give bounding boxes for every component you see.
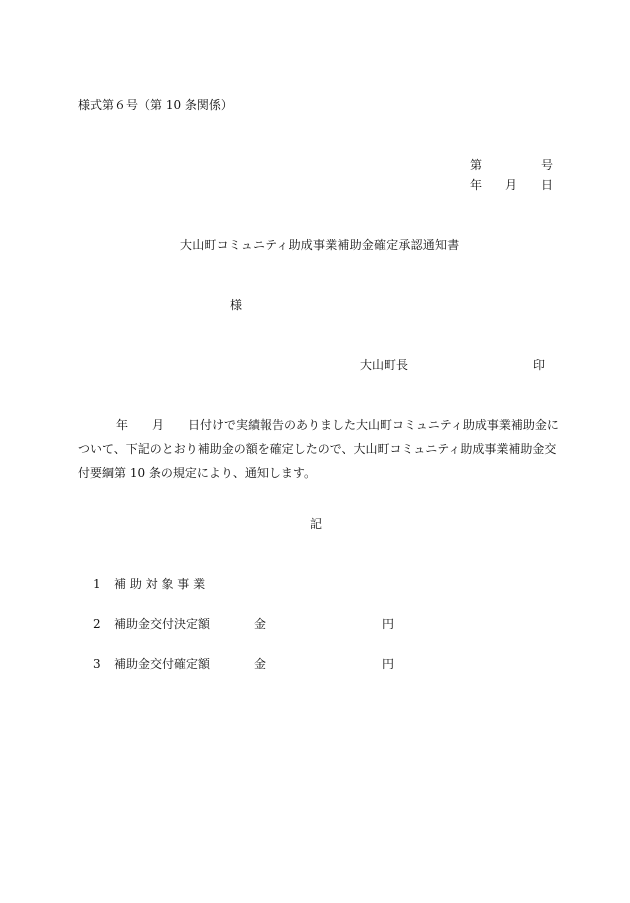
item-2-label: 補助金交付決定額: [114, 617, 211, 631]
item-3-yen: 円: [382, 657, 395, 671]
item-2-yen: 円: [382, 617, 395, 631]
document-title: 大山町コミュニティ助成事業補助金確定承認通知書: [180, 238, 460, 252]
date-year: 年: [470, 178, 483, 192]
seal-mark: 印: [533, 358, 546, 372]
form-label: 様式第６号（第 10 条関係）: [78, 98, 233, 112]
body-line-1: [78, 413, 559, 437]
issuer-name: 大山町長: [360, 358, 409, 372]
body-line-2: ついて、下記のとおり補助金の額を確定したので、大山町コミュニティ助成事業補助金交: [78, 442, 557, 456]
item-3-kin: 金: [254, 657, 267, 671]
body-month: 月: [152, 418, 165, 432]
body-line-3: 付要綱第 10 条の規定により、通知します。: [78, 466, 316, 480]
date-month: 月: [505, 178, 518, 192]
body-line-1-text: 日付けで実績報告のありました大山町コミュニティ助成事業補助金に: [188, 418, 559, 432]
item-3-number: 3: [93, 657, 101, 671]
addressee-suffix: 様: [230, 298, 243, 312]
item-1-number: 1: [93, 577, 101, 591]
item-1-label: 補 助 対 象 事 業: [114, 577, 206, 591]
date-day: 日: [541, 178, 554, 192]
item-2-kin: 金: [254, 617, 267, 631]
document-number-suffix: 号: [541, 158, 554, 172]
ki-heading: 記: [310, 517, 323, 531]
item-3-label: 補助金交付確定額: [114, 657, 211, 671]
body-paragraph: [78, 413, 559, 485]
item-2-number: 2: [93, 617, 101, 631]
body-year: 年: [116, 418, 129, 432]
document-number-prefix: 第: [470, 158, 483, 172]
